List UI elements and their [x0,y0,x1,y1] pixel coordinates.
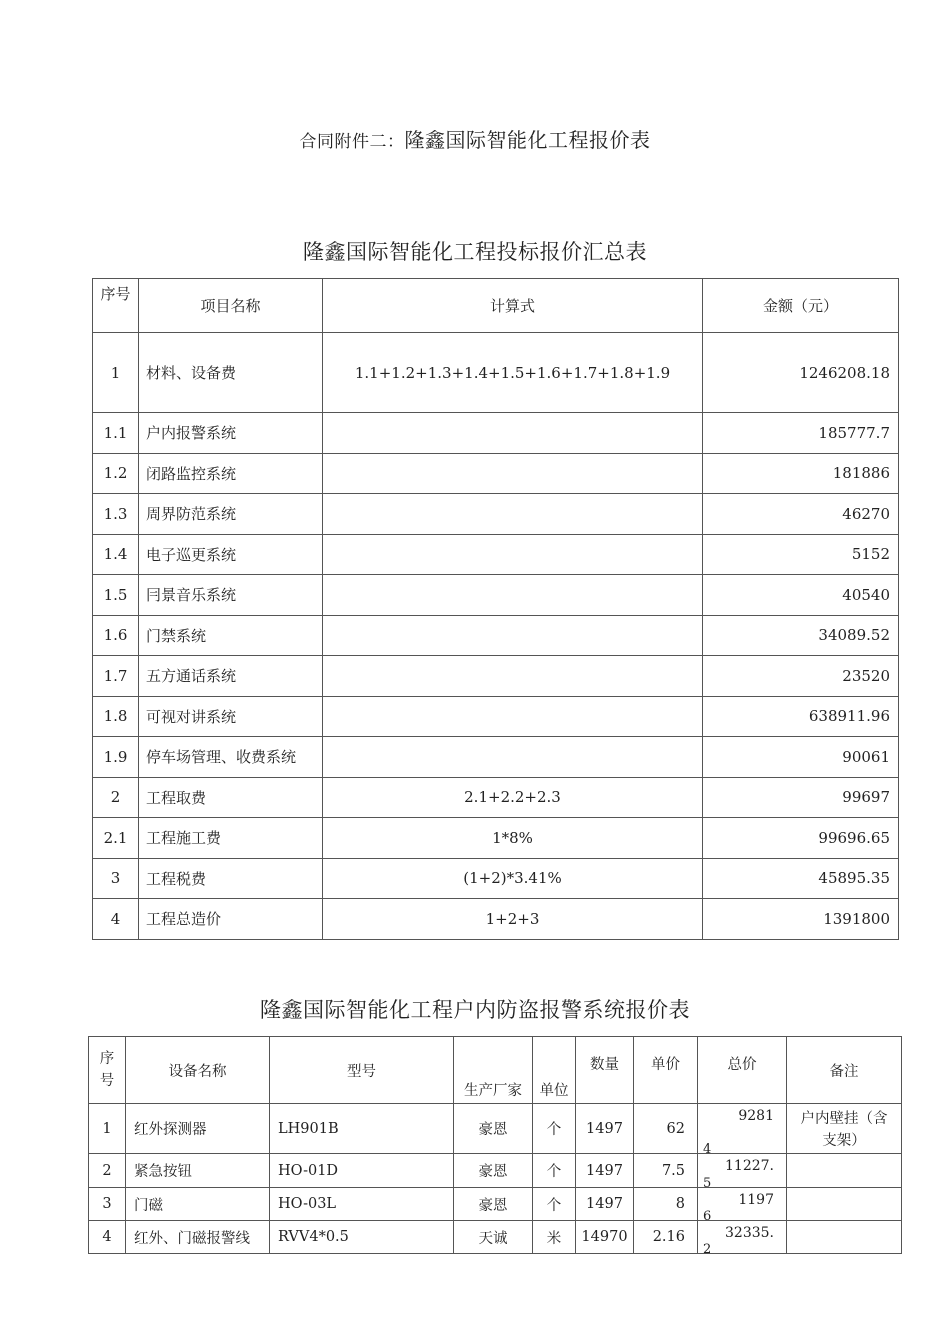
row-price: 8 [634,1188,698,1221]
row-formula: 1*8% [323,818,703,859]
row-total [698,1188,787,1224]
row-total-main: 1197 [738,1192,774,1208]
row-price: 2.16 [634,1221,698,1254]
row-maker: 豪恩 [454,1154,533,1188]
row-seq: 1.1 [93,413,139,454]
row-formula: (1+2)*3.41% [323,858,703,899]
row-seq: 1.6 [93,615,139,656]
detail-header-total: 总价 [698,1037,787,1104]
row-device: 红外探测器 [126,1104,270,1154]
summary-header-row [93,279,899,333]
detail-header-device: 设备名称 [126,1037,270,1104]
row-formula: 1.1+1.2+1.3+1.4+1.5+1.6+1.7+1.8+1.9 [323,333,703,413]
table-row [93,453,899,494]
row-seq: 2.1 [93,818,139,859]
table-row [89,1221,902,1254]
row-amount: 46270 [703,494,899,535]
row-amount: 90061 [703,737,899,778]
row-device: 紧急按钮 [126,1154,270,1188]
row-seq: 2 [89,1154,126,1188]
row-name: 工程总造价 [139,899,323,940]
detail-header-model: 型号 [270,1037,454,1104]
table-row [93,615,899,656]
row-seq: 1 [89,1104,126,1154]
detail-header-maker: 生产厂家 [454,1037,533,1104]
row-formula [323,615,703,656]
table-row [93,737,899,778]
summary-header-amount: 金额（元） [703,279,899,333]
row-amount: 181886 [703,453,899,494]
row-seq: 1.7 [93,656,139,697]
summary-table [92,278,899,940]
detail-table-title: 隆鑫国际智能化工程户内防盗报警系统报价表 [260,998,690,1022]
row-total-main: 11227. [725,1158,774,1174]
row-name: 工程税费 [139,858,323,899]
row-model: LH901B [270,1104,454,1154]
row-formula [323,413,703,454]
table-row [93,656,899,697]
row-formula [323,534,703,575]
row-name: 工程施工费 [139,818,323,859]
row-total-main: 32335. [725,1225,774,1241]
summary-header-formula: 计算式 [323,279,703,333]
row-seq: 4 [89,1221,126,1254]
row-price: 62 [634,1104,698,1154]
table-row [93,899,899,940]
row-total-sub: 5 [703,1176,712,1191]
row-name: 五方通话系统 [139,656,323,697]
row-name: 停车场管理、收费系统 [139,737,323,778]
row-formula [323,453,703,494]
row-remark [787,1188,902,1221]
table-row [89,1188,902,1221]
row-total [698,1154,787,1191]
row-seq: 3 [93,858,139,899]
table-row [93,696,899,737]
row-unit: 个 [533,1104,576,1154]
row-remark [787,1154,902,1188]
detail-header-seq-line2: 号 [99,1073,115,1089]
detail-header-seq [89,1037,126,1104]
row-seq: 1.2 [93,453,139,494]
row-total-sub: 6 [703,1209,712,1224]
detail-header-unit: 单位 [533,1037,576,1104]
row-model: RVV4*0.5 [270,1221,454,1254]
detail-header-price: 单价 [634,1037,698,1104]
row-formula [323,737,703,778]
row-qty: 1497 [576,1154,634,1188]
row-seq: 1.9 [93,737,139,778]
row-total-sub: 4 [703,1142,712,1157]
table-row [93,333,899,413]
row-total-main: 9281 [738,1108,774,1124]
row-model: HO-01D [270,1154,454,1188]
table-row [93,818,899,859]
row-total [698,1104,787,1157]
table-row [93,777,899,818]
row-amount: 99697 [703,777,899,818]
row-seq: 1 [93,333,139,413]
row-amount: 185777.7 [703,413,899,454]
contract-title-main: 隆鑫国际智能化工程报价表 [404,128,651,152]
table-row [93,575,899,616]
row-formula: 1+2+3 [323,899,703,940]
row-seq: 2 [93,777,139,818]
row-amount: 45895.35 [703,858,899,899]
row-seq: 1.8 [93,696,139,737]
detail-header-qty: 数量 [576,1037,634,1104]
table-row [93,494,899,535]
detail-header-seq-line1: 序 [99,1051,115,1067]
row-seq: 4 [93,899,139,940]
detail-table [88,1036,902,1257]
row-remark-line2: 支架） [822,1133,866,1149]
row-formula [323,494,703,535]
row-qty: 1497 [576,1104,634,1154]
row-formula: 2.1+2.2+2.3 [323,777,703,818]
row-name: 户内报警系统 [139,413,323,454]
row-unit: 个 [533,1154,576,1188]
row-formula [323,575,703,616]
row-amount: 638911.96 [703,696,899,737]
row-device: 门磁 [126,1188,270,1221]
row-amount: 40540 [703,575,899,616]
row-amount: 1246208.18 [703,333,899,413]
row-remark [787,1104,902,1154]
row-qty: 1497 [576,1188,634,1221]
row-name: 可视对讲系统 [139,696,323,737]
row-maker: 豪恩 [454,1104,533,1154]
row-seq: 1.4 [93,534,139,575]
row-amount: 1391800 [703,899,899,940]
row-price: 7.5 [634,1154,698,1188]
row-amount: 99696.65 [703,818,899,859]
row-device: 红外、门磁报警线 [126,1221,270,1254]
row-name: 冃景音乐系统 [139,575,323,616]
contract-title-prefix: 合同附件二： [299,132,405,152]
row-total-sub: 2 [703,1242,712,1257]
row-remark-line1: 户内壁挂（含 [800,1111,888,1127]
row-seq: 3 [89,1188,126,1221]
row-seq: 1.5 [93,575,139,616]
row-remark [787,1221,902,1254]
row-name: 工程取费 [139,777,323,818]
row-name: 电子巡更系统 [139,534,323,575]
table-row [93,858,899,899]
row-model: HO-03L [270,1188,454,1221]
row-amount: 5152 [703,534,899,575]
contract-title [0,124,950,153]
row-maker: 豪恩 [454,1188,533,1221]
row-name: 门禁系统 [139,615,323,656]
detail-header-row [89,1037,902,1104]
row-name: 闭路监控系统 [139,453,323,494]
row-maker: 天诚 [454,1221,533,1254]
row-unit: 个 [533,1188,576,1221]
row-amount: 34089.52 [703,615,899,656]
row-unit: 米 [533,1221,576,1254]
summary-header-name: 项目名称 [139,279,323,333]
row-formula [323,696,703,737]
summary-header-seq: 序号 [93,279,139,333]
detail-header-remark: 备注 [787,1037,902,1104]
table-row [89,1154,902,1188]
row-seq: 1.3 [93,494,139,535]
row-total [698,1221,787,1257]
row-qty: 14970 [576,1221,634,1254]
row-name: 材料、设备费 [139,333,323,413]
row-amount: 23520 [703,656,899,697]
summary-table-title: 隆鑫国际智能化工程投标报价汇总表 [303,240,647,264]
table-row [89,1104,902,1154]
table-row [93,534,899,575]
row-name: 周界防范系统 [139,494,323,535]
table-row [93,413,899,454]
row-formula [323,656,703,697]
